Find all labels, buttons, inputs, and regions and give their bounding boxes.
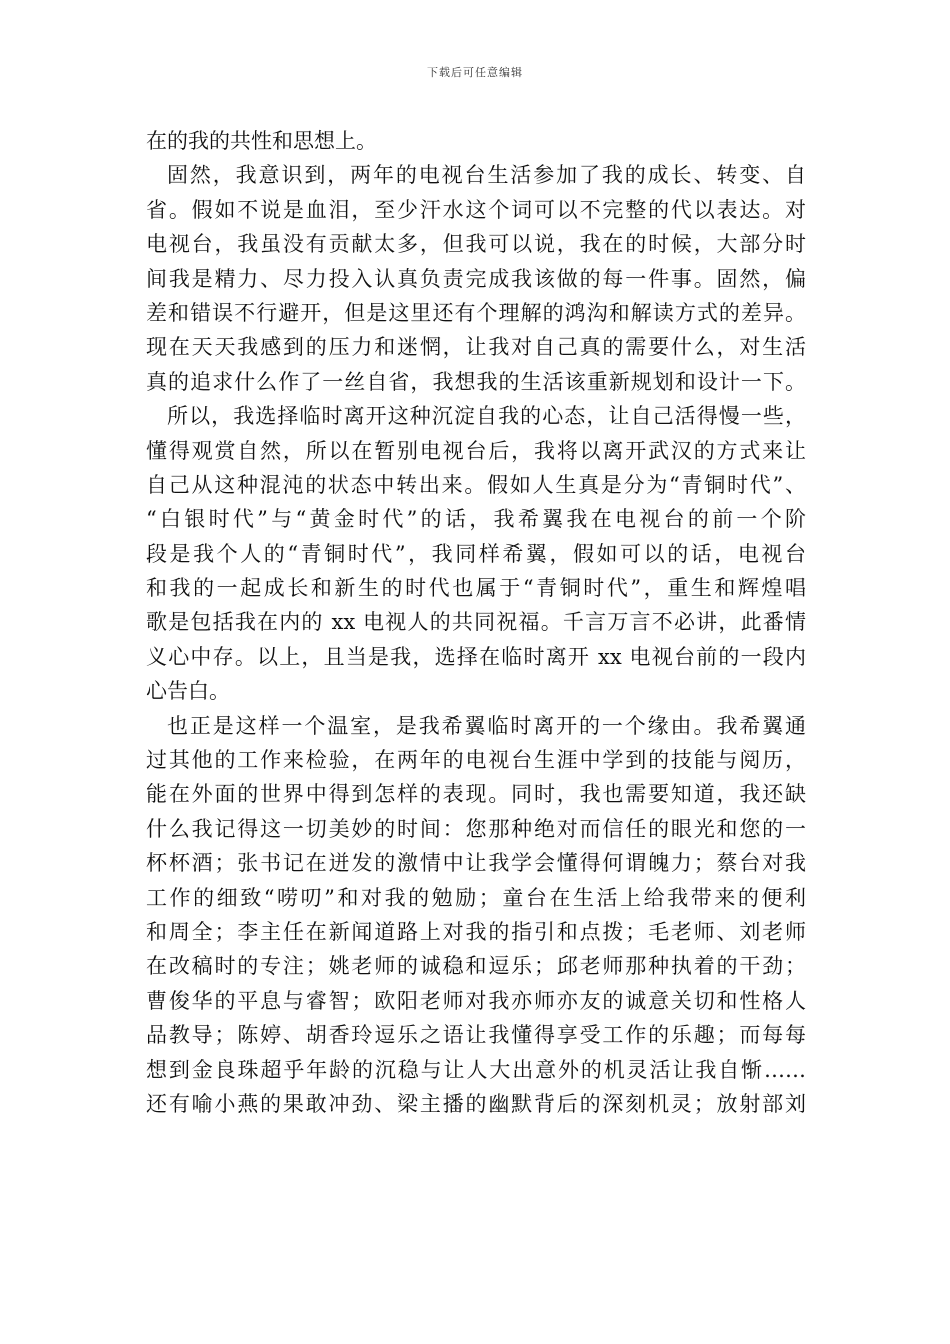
text-line: 义心中存。以上，且当是我，选择在临时离开 xx 电视台前的一段内 [146,644,806,669]
text-line: 杯杯酒；张书记在迸发的激情中让我学会懂得何谓魄力；蔡台对我 [146,851,806,876]
text-line: 自己从这种混沌的状态中转出来。假如人生真是分为“青铜时代”、 [146,472,806,497]
text-line: 还有喻小燕的果敢冲劲、梁主播的幽默背后的深刻机灵；放射部刘 [146,1091,806,1116]
text-line: 在的我的共性和思想上。 [146,129,377,153]
text-line: 懂得观赏自然，所以在暂别电视台后，我将以离开武汉的方式来让 [146,438,806,463]
text-line: 省。假如不说是血泪，至少汗水这个词可以不完整的代以表达。对 [146,197,806,222]
text-line: “白银时代”与“黄金时代”的话，我希翼我在电视台的前一个阶 [146,507,806,532]
text-line: 想到金良珠超乎年龄的沉稳与让人大出意外的机灵活让我自惭…… [146,1057,806,1082]
text-line: 真的追求什么作了一丝自省，我想我的生活该重新规划和设计一下。 [146,369,806,394]
text-line: 和我的一起成长和新生的时代也属于“青铜时代”，重生和辉煌唱 [146,576,806,601]
document-body [146,124,806,1121]
text-line: 电视台，我虽没有贡献太多，但我可以说，我在的时候，大部分时 [146,232,806,257]
page-header: 下载后可任意编辑 [427,66,523,79]
text-line: 什么我记得这一切美妙的时间：您那种绝对而信任的眼光和您的一 [146,816,806,841]
text-line: 也正是这样一个温室，是我希翼临时离开的一个缘由。我希翼通 [167,713,806,738]
text-line: 过其他的工作来检验，在两年的电视台生涯中学到的技能与阅历， [146,748,806,773]
text-line: 现在天天我感到的压力和迷惘，让我对自己真的需要什么，对生活 [146,335,806,360]
text-line: 段是我个人的“青铜时代”，我同样希翼，假如可以的话，电视台 [146,541,806,566]
text-line: 心告白。 [146,679,230,704]
text-line: 曹俊华的平息与睿智；欧阳老师对我亦师亦友的诚意关切和性格人 [146,988,806,1013]
text-line: 工作的细致“唠叨”和对我的勉励；童台在生活上给我带来的便利 [146,885,806,910]
text-line: 和周全；李主任在新闻道路上对我的指引和点拨；毛老师、刘老师 [146,919,806,944]
text-line: 在改稿时的专注；姚老师的诚稳和逗乐；邱老师那种执着的干劲； [146,954,806,979]
text-line: 歌是包括我在内的 xx 电视人的共同祝福。千言万言不必讲，此番情 [146,610,806,635]
text-line: 差和错误不行避开，但是这里还有个理解的鸿沟和解读方式的差异。 [146,300,806,325]
text-line: 固然，我意识到，两年的电视台生活参加了我的成长、转变、自 [167,163,806,188]
text-line: 能在外面的世界中得到怎样的表现。同时，我也需要知道，我还缺 [146,782,806,807]
text-line: 所以，我选择临时离开这种沉淀自我的心态，让自己活得慢一些， [167,404,806,429]
text-line: 品教导；陈婷、胡香玲逗乐之语让我懂得享受工作的乐趣；而每每 [146,1023,806,1048]
text-line: 间我是精力、尽力投入认真负责完成我该做的每一件事。固然，偏 [146,266,806,291]
